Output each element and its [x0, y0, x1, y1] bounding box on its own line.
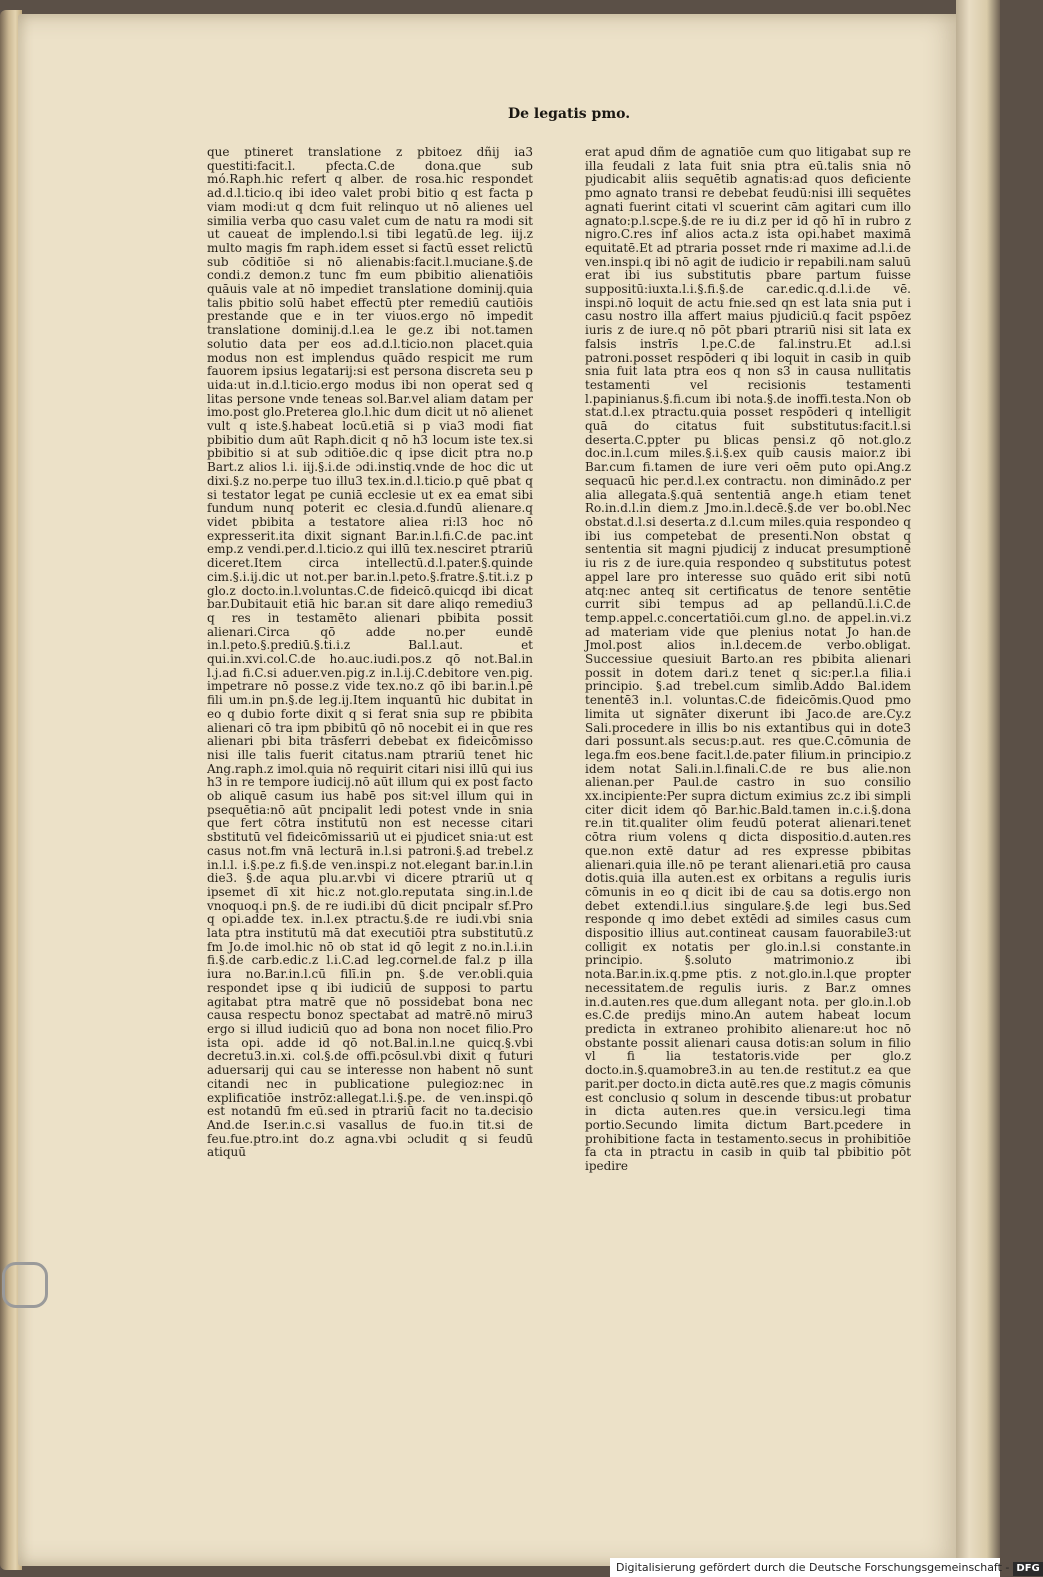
page-clip-icon — [2, 1262, 48, 1308]
running-title: De legatis pmo. — [508, 106, 631, 122]
column-left-text: que ptineret translatione z pbitoez dñij ia3 questiti:facit.l. pfecta.C.de dona.que sub mó.Raph.hic refert q alber. de rosa.hic respondet ad.d.l.ticio.q ibi ideo valet probi bitio q est facta p viam modi:ut q dcm fuit relinquo ut nō alienes uel similia verba quo casu valet cum de natu ra modi sit ut caueat de implendo.l.si tibi legatū.de leg. iij.z multo magis fm raph.idem esset si factū esset relictū sub cōditiōe si nō alienabis:facit.l.muciane.§.de condi.z demon.z tunc fm eum pbibitio alienatiōis quāuis vale at nō impediet translatione dominij.quia talis pbitio solū habet effectū pter remediū cautiōis prestande que e in ter viuos.ergo nō impedit translatione dominij.d.l.ea le ge.z ibi not.tamen solutio data per eos ad.d.l.ticio.non placet.quia modus non est implendus quādo respicit me rum fauorem ipsius legatarij:si est persona discreta seu p uida:ut in.d.l.ticio.ergo modus ibi non operat sed q litas persone vnde teneas sol.Bar.vel aliam datam per imo.post glo.Preterea glo.l.hic dum dicit ut nō alienet vult q iste.§.habeat locū.etiā si p via3 modi fiat pbibitio dum aūt Raph.dicit q nō h3 locum iste tex.si pbibitio si at sub ɔditiōe.dic q ipse dicit ptra no.p Bart.z alios l.i. iij.§.i.de ɔdi.instiq.vnde de hoc dic ut dixi.§.z no.perpe tuo illu3 tex.in.d.l.ticio.p quē pbat q si testator legat pe cuniā ecclesie ut ex ea emat sibi fundum nunq poterit ec clesia.d.fundū alienare.q videt pbibita a testatore aliea ri:l3 hoc nō expresserit.ita dixit signant Bar.in.l.fi.C.de pac.int emp.z vendi.per.d.l.ticio.z qui illū tex.nesciret ptrariū diceret.Item circa intellectū.d.l.pater.§.quinde cim.§.i.ij.dic ut not.per bar.in.l.peto.§.fratre.§.tit.i.z p glo.z docto.in.l.voluntas.C.de fideicō.quicqd ibi dicat bar.Dubitauit etiā hic bar.an sit dare aliqo remediu3 q res in testamēto alienari pbibita possit alienari.Circa qō adde no.per eundē in.l.peto.§.prediū.§.ti.i.z Bal.l.aut. et qui.in.xvi.col.C.de ho.auc.iudi.pos.z qō not.Bal.in l.j.ad fi.C.si aduer.ven.pig.z in.l.ij.C.debitore ven.pig. impetrare nō posse.z vide tex.no.z qō ibi bar.in.l.pē fili um.in pn.§.de leg.ij.Item inquantū hic dubitat in eo q dubio forte dixit q si ferat snia sup re pbibita alienari cō tra ipm pbibitū qō nō nocebit ei in que res alienari pbi bita trāsferri debebat ex fideicōmisso nisi ille talis fuerit citatus.nam ptrariū tenet hic Ang.raph.z imol.quia nō requirit citari nisi illū qui ius h3 in re tempore iudicij.nō aūt illum qui ex post facto ob aliquē casum ius habē pos sit:vel illum qui in psequētia:nō aūt pncipalit ledi potest vnde in snia que fert cōtra institutū non est necesse citari sbstitutū vel fideicōmissariū ut ei pjudicet snia:ut est casus not.fm vnā lecturā in.l.si patroni.§.ad trebel.z in.l.l. i.§.pe.z fi.§.de ven.inspi.z not.elegant bar.in.l.in die3. §.de aqua plu.ar.vbi vi dicere ptrariū ut q ipsemet dī xit hic.z not.glo.reputata sing.in.l.de vnoquoq.i pn.§. de re iudi.ibi dū dicit pncipalr sf.Pro q opi.adde tex. in.l.ex ptractu.§.de re iudi.vbi snia lata ptra institutū mā dat executiōi ptra substitutū.z fm Jo.de imol.hic nō ob stat id qō legit z no.in.l.i.in fi.§.de carb.edic.z l.i.C.ad leg.cornel.de fal.z p illa iura no.Bar.in.l.cū filī.in pn. §.de ver.obli.quia respondet ipse q ibi iudiciū de supposi to partu agitabat ptra matrē que nō possidebat bona nec causa respectu bonoz spectabat ad matrē.nō miru3 ergo si illud iudiciū quo ad bona non nocet filio.Pro ista opi. adde id qō not.Bal.in.l.ne quicq.§.vbi decretu3.in.xi. col.§.de offi.pcōsul.vbi dixit q futuri aduersarij qui cau se interesse non habent nō sunt citandi nec in publicatione pulegioz:nec in explificatiōe instrōz:allegat.l.i.§.pe. de ven.inspi.qō est notandū fm eū.sed in ptrariū facit no ta.decisio And.de Iser.in.c.si vasallus de fuo.in tit.si de feu.fue.ptro.int do.z agna.vbi ɔcludit q si feudū atiquū — [207, 145, 533, 1160]
digitization-credit — [610, 1558, 1040, 1577]
column-right-text: erat apud dñm de agnatiōe cum quo litigabat sup re illa feudali z lata fuit snia ptra eū.talis snia nō pjudicabit aliis sequētib agnatis:ad quos deficiente pmo agnato transi re debebat feudū:nisi illi sequētes agnati fuerint citati vl scuerint cām agitari cum illo agnato:p.l.scpe.§.de re iu di.z per id qō hī in rubro z nigro.C.res inf alios acta.z ista opi.habet maximā equitatē.Et ad ptraria posset rnde ri maxime ad.l.i.de ven.inspi.q ibi nō agit de iudicio ir repabili.nam saluū erat ibi ius substitutis pbare partum fuisse suppositū:iuxta.l.i.§.fi.§.de car.edic.q.d.l.i.de vē. inspi.nō loquit de actu fnie.sed qn est lata snia put i casu nostro illa affert maius pjudiciū.q facit pspōez iuris z de iure.q nō pōt pbari ptrariū nisi sit lata ex falsis instrīs l.pe.C.de fal.instru.Et ad.l.si patroni.posset respōderi q ibi loquit in casib in quib snia fuit lata ptra eos q non s3 in causa nullitatis testamenti vel recisionis testamenti l.papinianus.§.fi.cum ibi nota.§.de inoffi.testa.Non ob stat.d.l.ex ptractu.quia posset respōderi q intelligit quā do citatus fuit substitutus:facit.l.si deserta.C.ppter pu blicas pensi.z qō not.glo.z doc.in.l.cum miles.§.i.§.ex quib causis maior.z ibi Bar.cum fi.tamen de iure veri oēm puto opi.Ang.z sequacū hic per.d.l.ex contractu. non diminādo.z per alia allegata.§.quā sententiā ange.h etiam tenet Ro.in.d.l.in diem.z Jmo.in.l.decē.§.de ver bo.obl.Nec obstat.d.l.si deserta.z d.l.cum miles.quia respondeo q ibi ius competebat de presenti.Non obstat q sententia sit magni pjudicij z inducat presumptionē iu ris z de iure.quia respondeo q substitutus potest appel lare pro interesse suo quādo erit sibi notū atq:nec anteq sit certificatus de tenore sentētie currit sibi tempus ad ap pellandū.l.i.C.de temp.appel.c.concertatiōi.cum gl.no. de appel.in.vi.z ad materiam vide que plenius notat Jo han.de Jmol.post alios in.l.decem.de verbo.obligat. Successiue quesiuit Barto.an res pbibita alienari possit in dotem dari.z tenet q sic:per.l.a filia.i principio. §.ad trebel.cum simlib.Addo Bal.idem tenentē3 in.l. voluntas.C.de fideicōmis.Quod pmo limita ut signāter dixerunt ibi Jaco.de are.Cy.z Sali.procedere in illis bo nis extantibus qui in dote3 dari possunt.als secus:p.aut. res que.C.cōmunia de lega.fm eos.bene facit.l.de.pater filium.in principio.z idem notat Sali.in.l.finali.C.de re bus alie.non alienan.per Paul.de castro in suo consilio xx.incipiente:Per supra dictum eximius zc.z ibi simpli citer dicit idem qō Bar.hic.Bald.tamen in.c.i.§.dona re.in tit.qualiter olim feudū poterat alienari.tenet cōtra rium volens q dicta dispositio.d.auten.res que.non extē datur ad res expresse pbibitas alienari.quia ille.nō pe terant alienari.etiā pro causa dotis.quia illa auten.est ex orbitans a regulis iuris cōmunis in eo q dicit ibi de cau sa dotis.ergo non debet extendi.l.ius singulare.§.de legi bus.Sed responde q imo debet extēdi ad similes casus cum dispositio illius aut.contineat causam fauorabile3:ut colligit ex notatis per glo.in.l.si constante.in principio. §.soluto matrimonio.z ibi nota.Bar.in.ix.q.pme ptis. z not.glo.in.l.que propter necessitatem.de regulis iuris. z Bar.z omnes in.d.auten.res que.dum allegant nota. per glo.in.l.ob es.C.de predijs mino.An autem habeat locum predicta in extraneo prohibito alienare:ut hoc nō obstante possit alienari causa dotis:an solum in filio vl fi lia testatoris.vide per glo.z docto.in.§.quamobre3.in au ten.de restitut.z ea que parit.per docto.in dicta autē.res que.z magis cōmunis est conclusio q solum in descende tibus:ut probatur in dicta auten.res que.in versicu.legi tima portio.Secundo limita dictum Bart.pcedere in prohibitione facta in testamento.secus in prohibitiōe fa cta in ptractu in casib in quib tal pbibitio pōt ipedire — [585, 145, 911, 1174]
text-column-left — [207, 146, 533, 1216]
text-column-right — [585, 146, 911, 1228]
dfg-logo: DFG — [1013, 1562, 1042, 1576]
book-gutter — [956, 0, 1000, 1577]
credit-text: Digitalisierung gefördert durch die Deutsche Forschungsgemeinschaft - — [616, 1561, 1010, 1574]
